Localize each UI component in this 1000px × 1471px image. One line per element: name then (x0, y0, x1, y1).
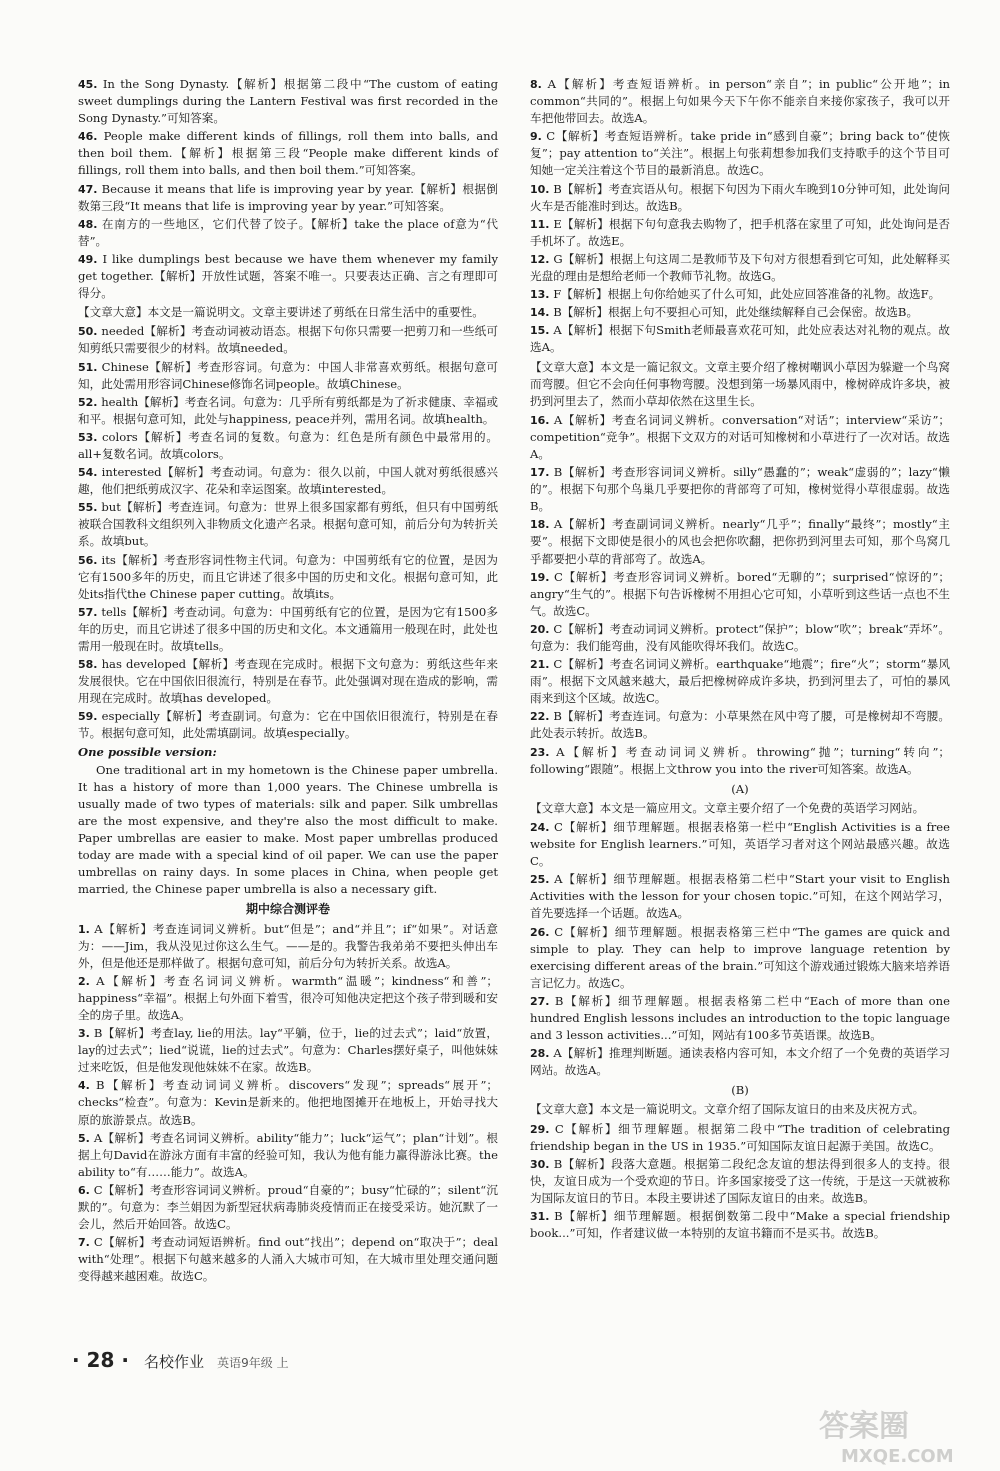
question-number: 6. (78, 1183, 90, 1197)
answer-list-24-28 (530, 819, 950, 1079)
left-column (78, 76, 498, 1286)
answer-text: A【解析】考查连词词义辨析。but“但是”；and“并且”；if“如果”。对话意为：——Jim，我从没见过你这么生气。——是的。我警告我弟弟不要把头伸出车外，但是他还是那样做了。根据句意可知，前后分句为转折关系。故选A。 (78, 921, 499, 970)
question-number: 21. (530, 658, 550, 672)
answer-item (530, 304, 950, 321)
answer-text: interested【解析】考查动词。句意为：很久以前，中国人就对剪纸很感兴趣，他们把纸剪成汉字、花朵和幸运图案。故填interested。 (78, 465, 498, 497)
article-summary: 【文章大意】本文是一篇应用文。文章主要介绍了一个免费的英语学习网站。 (530, 800, 925, 815)
question-number: 57. (78, 605, 98, 619)
answer-text: A【解析】考查名词词义辨析。ability“能力”；luck“运气”；plan“计划”。根据上句David在游泳方面有丰富的经验可知，我认为他有能力赢得游泳比赛。the ability to“有……能力”。故选A。 (78, 1130, 499, 1179)
answer-text: A【解析】推理判断题。通读表格内容可知，本文介绍了一个免费的英语学习网站。故选A。 (530, 1046, 950, 1078)
answer-text: Because it means that life is improving year by year.【解析】根据倒数第三段“It means that life is improving year by year.”可知答案。 (78, 181, 498, 213)
answer-text: colors【解析】考查名词的复数。句意为：红色是所有颜色中最常用的。all+复数名词。故填colors。 (78, 429, 499, 461)
watermark-cn: 答案圈 (819, 1409, 909, 1444)
answer-item (530, 708, 950, 742)
answer-text: C【解析】考查形容词词义辨析。proud“自豪的”；busy“忙碌的”；silent“沉默的”。句意为：李兰娟因为新型冠状病毒肺炎疫情而正在接受采访。她沉默了一会儿，然后开始回答。故选C。 (78, 1182, 498, 1232)
question-number: 2. (78, 974, 90, 988)
question-number: 28. (530, 1047, 550, 1061)
answer-text: but【解析】考查连词。句意为：世界上很多国家都有剪纸，但只有中国剪纸被联合国教科文组织列入非物质文化遗产名录。根据句意可知，前后分句为转折关系。故填but。 (78, 500, 498, 549)
answer-item (78, 1182, 498, 1233)
answer-item (530, 1121, 950, 1155)
answer-text: People make different kinds of fillings, roll them into balls, and then boil them.【解析】根据第三段“People make different kinds of fillings, roll them into balls, and then boil them.”可知答案。 (78, 129, 499, 178)
answer-text: B【解析】考查宾语从句。根据下句因为下雨火车晚到10分钟可知，此处询问火车是否能准时到达。故选B。 (530, 181, 950, 213)
answer-item (78, 604, 498, 655)
answer-text: C【解析】考查名词词义辨析。earthquake“地震”；fire“火”；storm“暴风雨”。根据下文风越来越大，最后把橡树碎成许多块，扔到河里去了，可怕的暴风雨来到这个区域。故选C。 (530, 657, 950, 706)
answer-list-1-7 (78, 921, 498, 1286)
question-number: 27. (530, 994, 550, 1008)
answer-text: C【解析】考查形容词词义辨析。bored“无聊的”；surprised“惊讶的”；angry“生气的”。根据下句告诉橡树不用担心它可知，小草听到这些话一点也不生气。故选C。 (530, 569, 951, 618)
answer-item (78, 1130, 498, 1181)
page-number: · 28 · (72, 1348, 129, 1372)
answer-item (78, 128, 498, 179)
article-summary: 【文章大意】本文是一篇说明文。文章主要讲述了剪纸在日常生活中的重要性。 (78, 305, 484, 320)
answer-item (530, 181, 950, 215)
answer-item (530, 744, 950, 778)
question-number: 15. (530, 324, 550, 338)
question-number: 7. (78, 1236, 90, 1250)
answer-text: health【解析】考查名词。句意为：几乎所有剪纸都是为了祈求健康、幸福或和平。根据句意可知，此处与happiness, peace并列，需用名词。故填health。 (78, 394, 499, 426)
question-number: 9. (530, 130, 542, 144)
question-number: 8. (530, 78, 542, 91)
answer-text: C【解析】考查短语辨析。take pride in“感到自豪”；bring back to“使恢复”；pay attention to“关注”。根据上句张莉想参加我们支持歌手的这个节目可知她一定关注着这个节目的最新消息。故选C。 (530, 129, 950, 178)
section-title: 期中综合测评卷 (245, 902, 330, 917)
question-number: 23. (530, 745, 550, 759)
passage-label-b: (B) (731, 1083, 749, 1098)
answer-text: B【解析】考查连词。句意为：小草果然在风中弯了腰，可是橡树却不弯腰。此处表示转折。故选B。 (530, 709, 950, 741)
answer-text: E【解析】根据下句句意我去购物了，把手机落在家里了可知，此处询问是否手机坏了。故选E。 (530, 216, 950, 248)
answer-text: B【解析】根据上句不要担心可知，此处继续解释自己会保密。故选B。 (553, 305, 919, 320)
watermark-url: MXQE.COM (841, 1446, 954, 1467)
answer-text: has developed【解析】考查现在完成时。根据下文句意为：剪纸这些年来发展很快。它在中国依旧很流行，特别是在春节。此处强调对现在造成的影响，需用现在完成时。故填has developed。 (78, 657, 498, 706)
question-number: 30. (530, 1157, 550, 1171)
answer-text: needed【解析】考查动词被动语态。根据下句你只需要一把剪刀和一些纸可知剪纸只需要很少的材料。故填needed。 (78, 324, 498, 356)
answer-text: B【解析】考查lay, lie的用法。lay“平躺，位于，lie的过去式”；laid“放置，lay的过去式”；lied“说谎，lie的过去式”。句意为：Charles摆好桌子，叫他妹妹过来吃饭，但是他发现他妹妹不在家。故选B。 (78, 1026, 498, 1075)
answer-item (530, 871, 950, 922)
question-number: 12. (530, 252, 550, 266)
answer-item (78, 1077, 498, 1128)
answer-item (530, 656, 950, 707)
answer-text: B【解析】细节理解题。根据表格第二栏中“Each of more than one hundred English lessons includes an introduction to the topic language and 3 lesson activities...”可知，网站有100多节英语课。故选B。 (530, 993, 950, 1043)
question-number: 49. (78, 252, 98, 266)
answer-text: C【解析】考查动词短语辨析。find out“找出”；depend on“取决于”；deal with“处理”。根据下句越来越多的人涌入大城市可知，在大城市里处理交通问题变得越来越困难。故选C。 (78, 1235, 499, 1284)
answer-item (530, 322, 950, 356)
question-number: 55. (78, 501, 98, 515)
answer-item (530, 993, 950, 1044)
question-number: 48. (78, 217, 98, 231)
answer-item (530, 251, 950, 285)
answer-text: C【解析】细节理解题。根据表格第一栏中“English Activities is a free website for English learners.”可知，英语学习者对这个网站最感兴趣。故选C。 (530, 819, 950, 869)
answer-text: B【解析】细节理解题。根据倒数第二段中“Make a special friendship book...”可知，作者建议做一本特别的友谊书籍而不是买书。故选B。 (530, 1209, 950, 1241)
question-number: 58. (78, 658, 98, 672)
question-number: 24. (530, 820, 550, 834)
answer-item (530, 286, 950, 303)
question-number: 22. (530, 710, 550, 724)
answer-item (530, 516, 950, 567)
answer-text: A【解析】细节理解题。根据表格第二栏中“Start your visit to English Activities with the lesson for your chosen topic.”可知，在这个网站学习，首先要选择一个话题。故选A。 (530, 872, 950, 921)
question-number: 20. (530, 622, 550, 636)
answer-item (78, 656, 498, 707)
subject-label: 英语9年级 上 (217, 1356, 289, 1370)
answer-text: B【解析】考查形容词词义辨析。silly“愚蠢的”；weak“虚弱的”；lazy“懒的”。根据下句那个鸟巢几乎要把你的背部弯了可知，橡树觉得小草很虚弱。故选B。 (530, 465, 951, 514)
question-number: 3. (78, 1027, 90, 1041)
answer-item (78, 1234, 498, 1285)
answer-item (530, 216, 950, 250)
answer-list-45-49 (78, 76, 498, 302)
answer-item (530, 464, 950, 515)
question-number: 51. (78, 360, 98, 374)
right-column (530, 76, 950, 1243)
question-number: 31. (530, 1210, 550, 1223)
answer-item (78, 76, 498, 127)
answer-item (78, 708, 498, 742)
question-number: 1. (78, 922, 90, 936)
answer-text: tells【解析】考查动词。句意为：中国剪纸有它的位置，是因为它有1500多年的历史，而且它讲述了很多中国的历史和文化。本文通篇用一般现在时，此处也需用一般现在时。故填tells。 (78, 604, 498, 653)
question-number: 4. (78, 1079, 90, 1093)
answer-item (78, 394, 498, 428)
answer-text: 在南方的一些地区，它们代替了饺子。【解析】take the place of意为“代替”。 (78, 216, 499, 248)
answer-item (530, 1156, 950, 1207)
answer-item (530, 621, 950, 655)
question-number: 47. (78, 182, 98, 196)
book-title: 名校作业 (144, 1353, 205, 1371)
passage-label-a: (A) (731, 781, 749, 796)
question-number: 46. (78, 130, 98, 144)
answer-text: A【解析】考查名词词义辨析。conversation“对话”；interview“采访”；competition“竞争”。根据下文双方的对话可知橡树和小草进行了一次对话。故选A。 (530, 412, 951, 461)
answer-text: A【解析】根据下句Smith老师最喜欢花可知，此处应表达对礼物的观点。故选A。 (530, 323, 950, 355)
answer-text: its【解析】考查形容词性物主代词。句意为：中国剪纸有它的位置，是因为它有1500多年的历史，而且它讲述了很多中国的历史和文化。根据句意可知，此处its指代the Chinese paper cutting。故填its。 (78, 552, 499, 601)
page-footer (72, 1348, 289, 1372)
question-number: 25. (530, 873, 550, 887)
answer-item (78, 429, 498, 463)
answer-list-29-31 (530, 1121, 950, 1243)
answer-text: A【解析】考查副词词义辨析。nearly“几乎”；finally“最终”；mostly“主要”。根据下文即使是很小的风也会把你吹翻，把你扔到河里去可知，那个鸟窝几乎都要把小草的背部弯了。故选A。 (530, 517, 951, 566)
question-number: 29. (530, 1122, 550, 1136)
answer-item (530, 1045, 950, 1079)
answer-item (78, 499, 498, 550)
answer-item (530, 569, 950, 620)
answer-text: C【解析】细节理解题。根据第二段中“The tradition of celebrating friendship began in the US in 1935.”可知国际友谊日起源于美国。故选C。 (530, 1121, 950, 1153)
answer-item (530, 819, 950, 870)
question-number: 50. (78, 325, 98, 339)
answer-text: I like dumplings best because we have them whenever my family get together.【解析】开放性试题，答案不唯一。只要表达正确、言之有理即可得分。 (78, 251, 498, 301)
answer-list-50-59 (78, 323, 498, 742)
answer-text: C【解析】考查动词词义辨析。protect“保护”；blow“吹”；break“弄坏”。句意为：我们能弯曲，没有风能吹得坏我们。故选C。 (530, 621, 950, 653)
answer-text: F【解析】根据上句你给她买了什么可知，此处应回答准备的礼物。故选F。 (553, 287, 941, 302)
question-number: 5. (78, 1131, 90, 1145)
article-summary: 【文章大意】本文是一篇说明文。文章介绍了国际友谊日的由来及庆祝方式。 (530, 1102, 925, 1117)
essay-heading: One possible version: (78, 744, 217, 759)
answer-text: In the Song Dynasty.【解析】根据第二段中“The custom of eating sweet dumplings during the Lantern Festival was first recorded in the Song Dynasty.”可知答案。 (78, 77, 498, 126)
answer-item (78, 216, 498, 250)
question-number: 11. (530, 217, 550, 231)
answer-text: C【解析】细节理解题。根据表格第三栏中“The games are quick and simple to play. They can help to improve language retention by exercising different areas of the brain.”可知这个游戏通过锻炼大脑来培养语言记忆力。故选C。 (530, 924, 950, 990)
answer-text: A【解析】考查名词词义辨析。warmth“温暖”；kindness“和善”；happiness“幸福”。根据上句外面下着雪，很冷可知他决定把这个孩子带到暖和安全的房子里。故选A。 (78, 973, 498, 1022)
sample-essay: One traditional art in my hometown is the Chinese paper umbrella. It has a history of more than 1,000 years. The Chinese umbrella is usually made of two types of materials: silk and paper. Silk umbrellas are the most expensive, and they're also the most difficult to make. Paper umbrellas are easier to make. Most paper umbrellas produced today are made with a special kind of oil paper. We can use the paper umbrellas on rainy days. In some places in China, when people get married, the Chinese paper umbrella is also a necessary gift. (78, 762, 498, 897)
question-number: 54. (78, 466, 98, 480)
answer-list-8-15 (530, 76, 950, 357)
answer-item (78, 181, 498, 215)
answer-item (530, 924, 950, 992)
question-number: 45. (78, 78, 98, 91)
question-number: 18. (530, 518, 550, 532)
answer-text: A【解析】考查动词词义辨析。throwing“抛”；turning“转向”；following“跟随”。根据上文throw you into the river可知答案。故选A。 (530, 744, 951, 776)
article-summary: 【文章大意】本文是一篇记叙文。文章主要介绍了橡树嘲讽小草因为躲避一个鸟窝而弯腰。但它不会向任何事物弯腰。没想到第一场暴风雨中，橡树碎成许多块，被扔到河里去了，然而小草却依然在这里生长。 (530, 359, 950, 408)
question-number: 13. (530, 288, 550, 302)
answer-text: especially【解析】考查副词。句意为：它在中国依旧很流行，特别是在春节。根据句意可知，此处需填副词。故填especially。 (78, 709, 498, 741)
question-number: 17. (530, 466, 550, 480)
answer-text: G【解析】根据上句这周二是教师节及下句对方很想看到它可知，此处解释买光盘的理由是想给老师一个教师节礼物。故选G。 (530, 251, 951, 284)
answer-text: B【解析】考查动词词义辨析。discovers“发现”；spreads“展开”；checks“检查”。句意为：Kevin是新来的。他把地图摊开在地板上，开始寻找大原的旅游景点。故选B。 (78, 1078, 498, 1127)
answer-item (78, 552, 498, 603)
question-number: 52. (78, 395, 98, 409)
answer-item (78, 323, 498, 357)
question-number: 19. (530, 570, 550, 584)
answer-item (78, 251, 498, 302)
answer-list-16-23 (530, 412, 950, 778)
answer-item (530, 76, 950, 127)
watermark-logo (815, 1400, 985, 1468)
answer-item (78, 973, 498, 1024)
question-number: 10. (530, 182, 550, 196)
question-number: 16. (530, 413, 550, 427)
question-number: 53. (78, 430, 98, 444)
question-number: 59. (78, 710, 98, 724)
answer-item (530, 128, 950, 179)
question-number: 26. (530, 925, 550, 939)
answer-text: B【解析】段落大意题。根据第二段纪念友谊的想法得到很多人的支持。很快，友谊日成为一个受欢迎的节日。许多国家接受了这一传统，于是这一天就被称为国际友谊日的节日。本段主要讲述了国际友谊日的由来。故选B。 (530, 1156, 950, 1205)
question-number: 14. (530, 306, 550, 320)
answer-text: Chinese【解析】考查形容词。句意为：中国人非常喜欢剪纸。根据句意可知，此处需用形容词Chinese修饰名词people。故填Chinese。 (78, 359, 499, 391)
answer-item (78, 359, 498, 393)
answer-item (530, 412, 950, 463)
answer-text: A【解析】考查短语辨析。in person“亲自”；in public“公开地”；in common“共同的”。根据上句如果今天下午你不能亲自来接你家孩子，我可以开车把他带回去。故选A。 (530, 77, 950, 126)
question-number: 56. (78, 553, 98, 567)
answer-item (78, 921, 498, 972)
answer-item (530, 1208, 950, 1242)
answer-item (78, 1025, 498, 1076)
answer-item (78, 464, 498, 498)
